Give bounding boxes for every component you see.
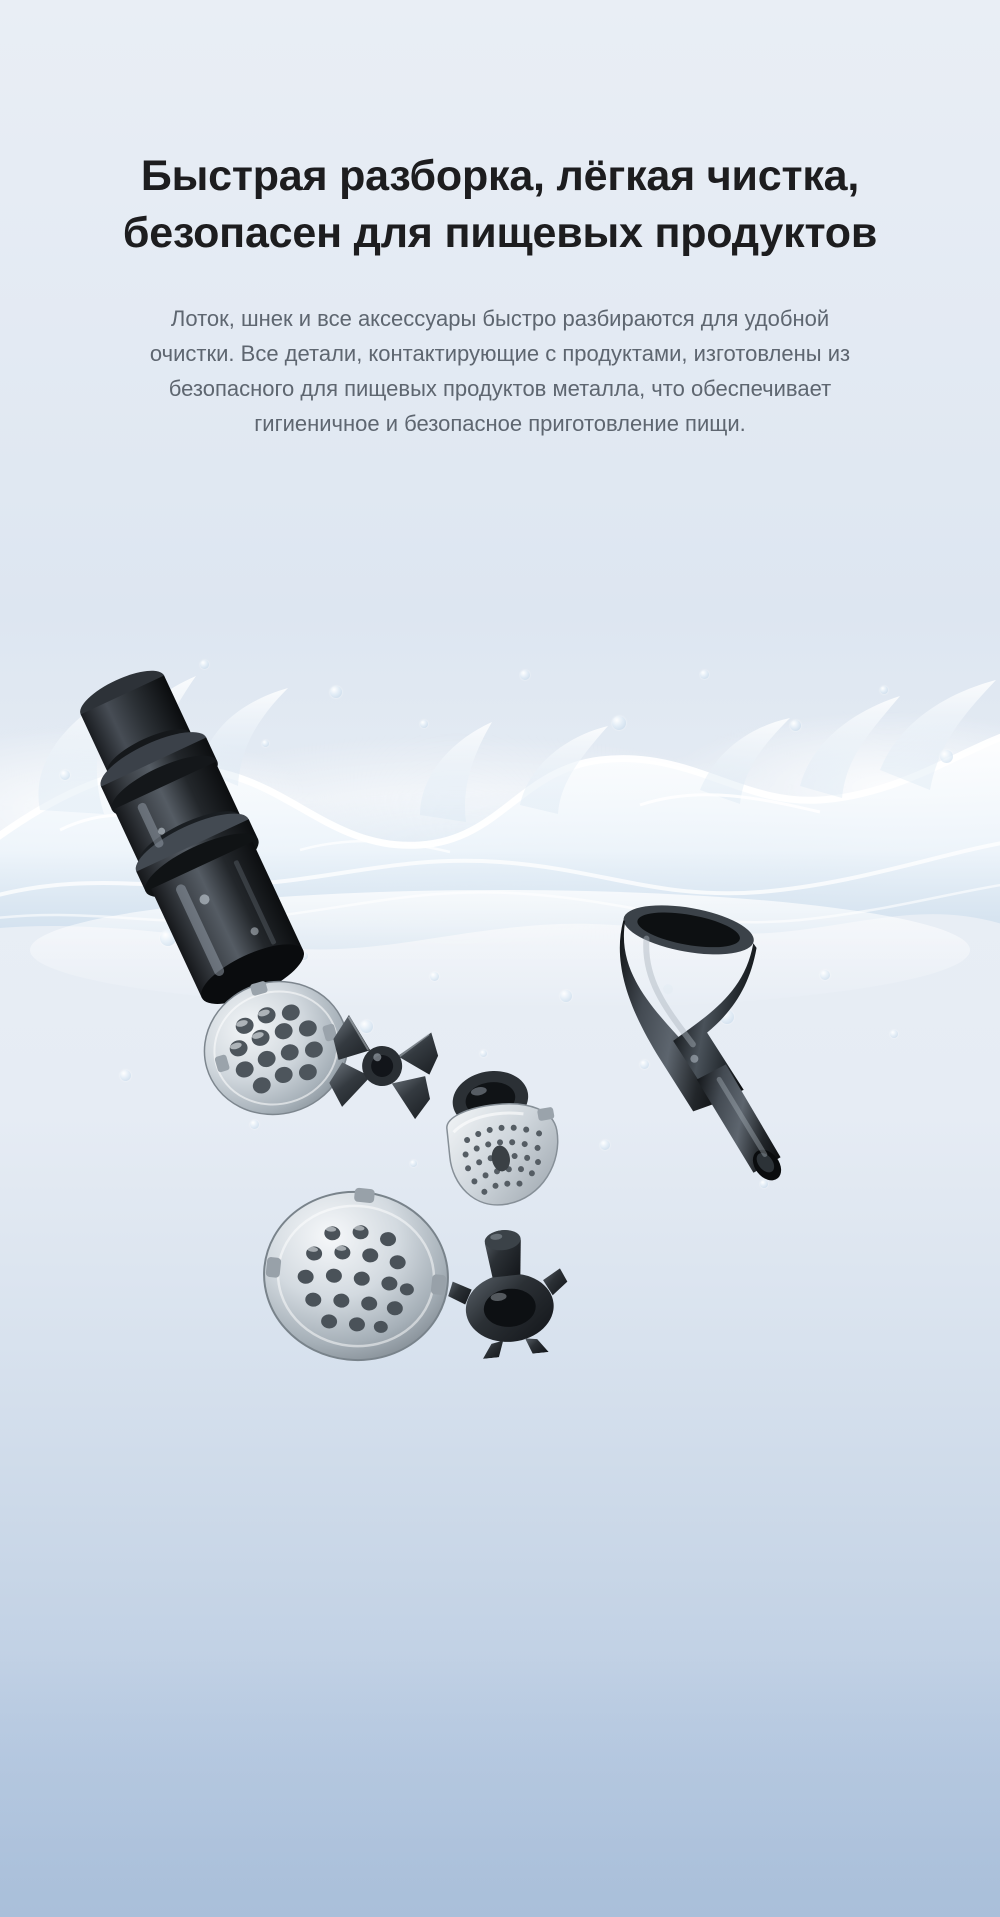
fine-grinding-plate-part — [246, 1166, 466, 1386]
water-droplet — [420, 720, 428, 728]
water-droplet — [430, 972, 439, 981]
water-splash-scene — [0, 600, 1000, 1917]
header-block — [0, 0, 1000, 441]
water-droplet — [560, 990, 572, 1002]
water-droplet — [410, 1160, 417, 1167]
bottom-gradient-overlay — [0, 1657, 1000, 1917]
water-droplet — [120, 1070, 131, 1081]
water-droplet — [520, 670, 530, 680]
water-droplet — [700, 670, 709, 679]
water-droplet — [940, 750, 953, 763]
water-droplet — [880, 686, 888, 694]
page-title: Быстрая разборка, лёгкая чистка, безопасен для пищевых продуктов — [122, 152, 878, 258]
page-subtitle: Лоток, шнек и все аксессуары быстро разбираются для удобной очистки. Все детали, контактирующие с продуктами, изготовлены из безопасного для пищевых продуктов металла, что обеспечивает гигиеничное и безопасное приготовление пищи. — [149, 306, 851, 436]
water-droplet — [330, 686, 342, 698]
water-droplet — [612, 716, 626, 730]
water-droplet — [480, 1050, 487, 1057]
water-droplet — [790, 720, 801, 731]
locking-knob-part — [436, 1220, 579, 1363]
water-droplet — [890, 1030, 898, 1038]
